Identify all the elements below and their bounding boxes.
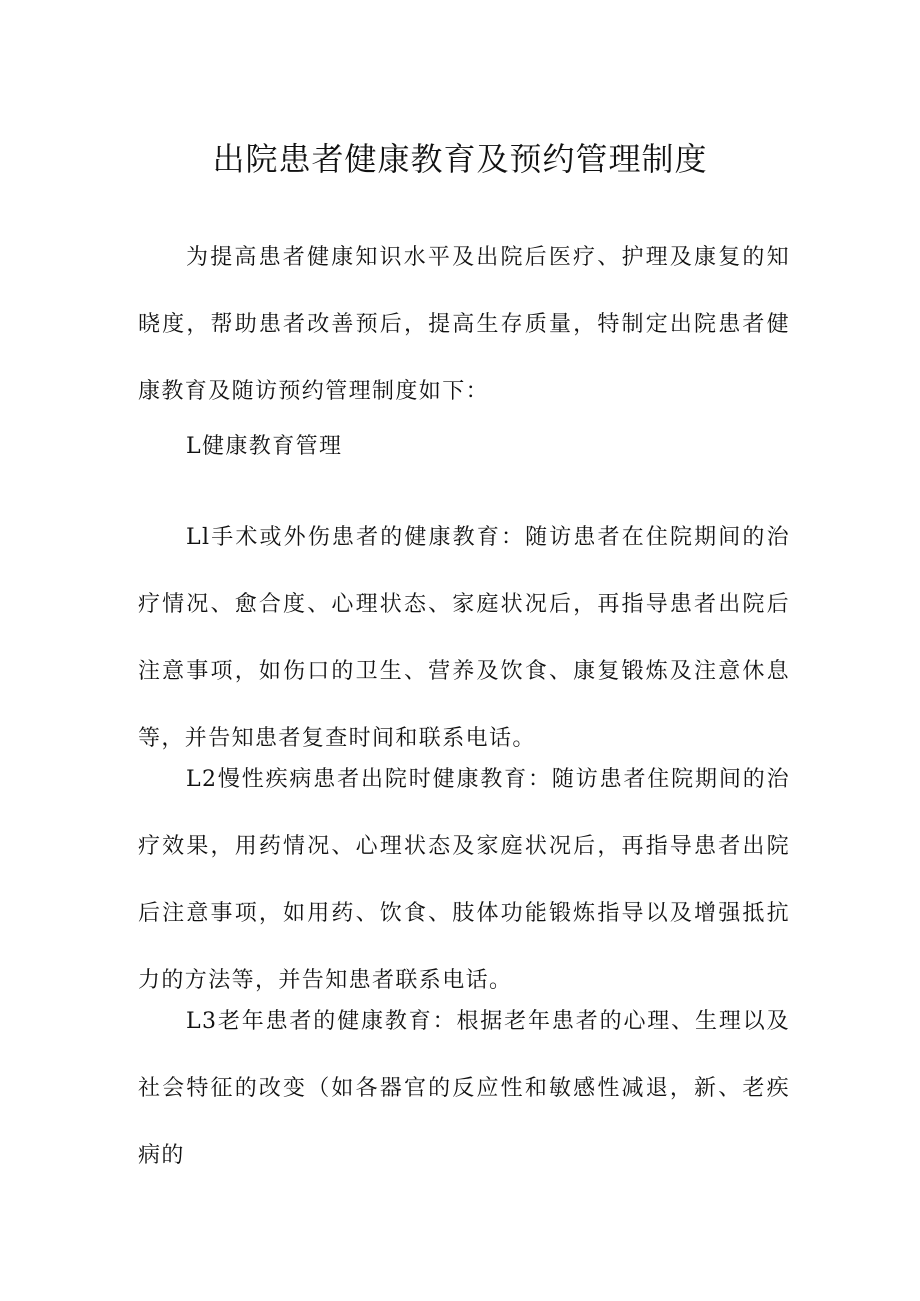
paragraph-surgery-trauma: Ll手术或外伤患者的健康教育：随访患者在住院期间的治疗情况、愈合度、心理状态、家庭状况后，再指导患者出院后注意事项，如伤口的卫生、营养及饮食、康复锻炼及注意休息等，并告知患者复查时间和联系电话。 <box>138 525 790 751</box>
section-heading-health-education: L健康教育管理 <box>186 434 343 459</box>
paragraph-chronic-disease: L2慢性疾病患者出院时健康教育：随访患者住院期间的治疗效果，用药情况、心理状态及家庭状况后，再指导患者出院后注意事项，如用药、饮食、肢体功能锻炼指导以及增强抵抗力的方法等，并告知患者联系电话。 <box>138 767 790 993</box>
document-title: 出院患者健康教育及预约管理制度 <box>212 140 708 178</box>
intro-paragraph: 为提高患者健康知识水平及出院后医疗、护理及康复的知晓度，帮助患者改善预后，提高生存质量，特制定出院患者健康教育及随访预约管理制度如下： <box>138 245 790 404</box>
paragraph-elderly-patients: L3老年患者的健康教育：根据老年患者的心理、生理以及社会特征的改变（如各器官的反应性和敏感性减退，新、老疾病的 <box>138 1009 790 1168</box>
